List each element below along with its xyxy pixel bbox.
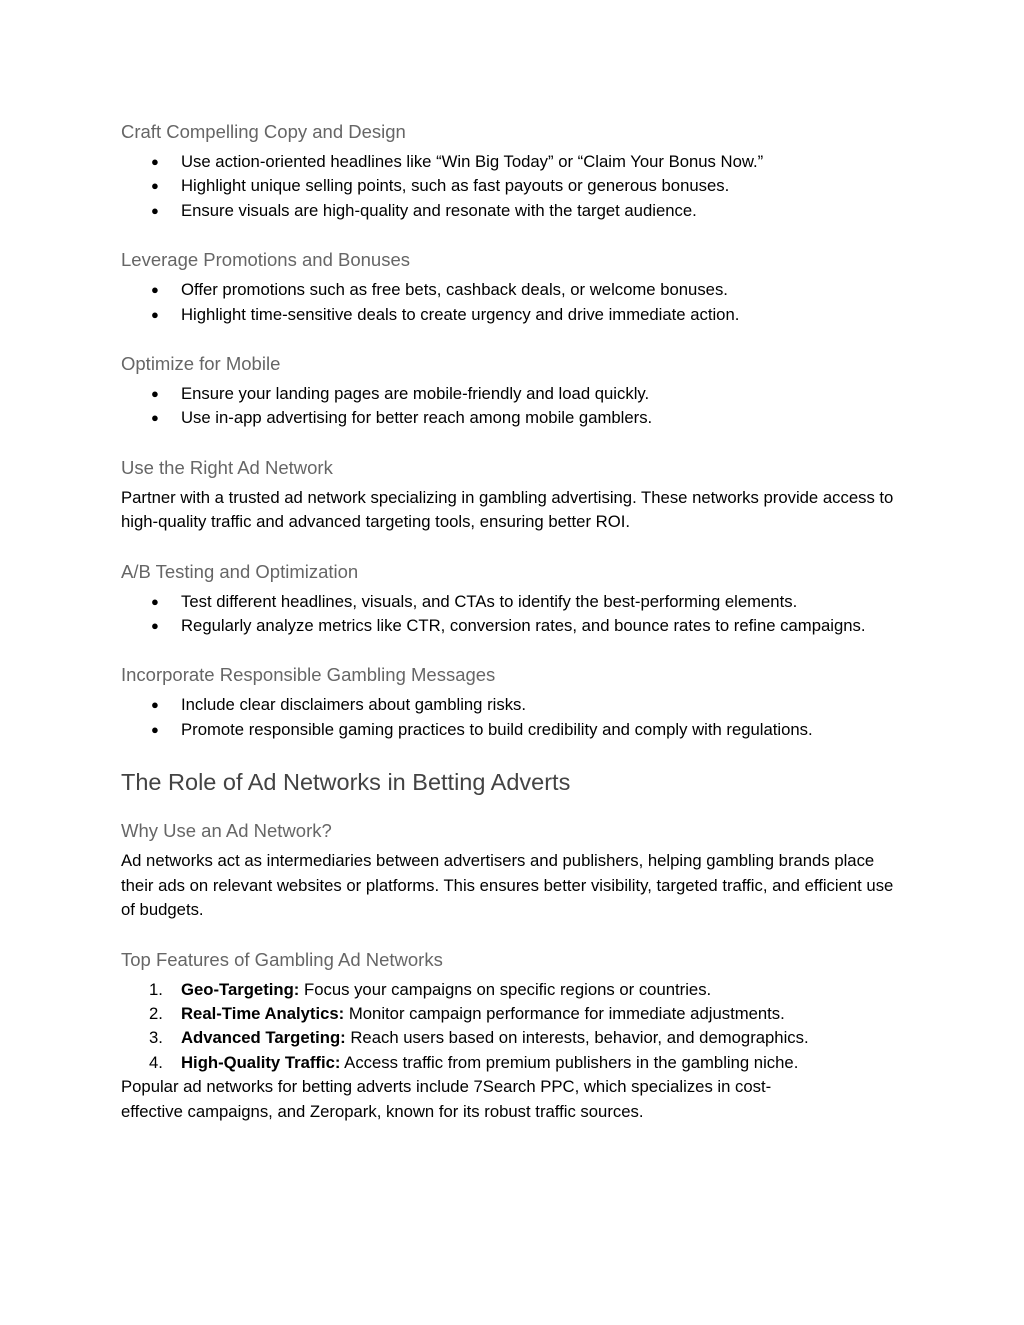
bullet-list <box>121 693 911 742</box>
section-heading-responsible: Incorporate Responsible Gambling Messages <box>121 664 496 686</box>
feature-label: Advanced Targeting: <box>181 1028 346 1048</box>
list-number: 3. <box>149 1028 163 1048</box>
section-heading-ad-network: Use the Right Ad Network <box>121 456 333 478</box>
list-item: ● Test different headlines, visuals, and CTAs to identify the best-performing elements. <box>121 590 911 614</box>
list-item: ● Use in-app advertising for better reach among mobile gamblers. <box>121 406 911 430</box>
bullet-icon: ● <box>151 154 159 169</box>
feature-label: Real-Time Analytics: <box>181 1003 345 1023</box>
list-item: 1. Geo-Targeting: Focus your campaigns on specific regions or countries. <box>121 978 911 1002</box>
list-number: 4. <box>149 1052 163 1072</box>
document-body <box>121 119 911 1124</box>
list-item: 2. Real-Time Analytics: Monitor campaign performance for immediate adjustments. <box>121 1002 911 1026</box>
list-item: ● Include clear disclaimers about gambling risks. <box>121 693 911 717</box>
list-item: 4. High-Quality Traffic: Access traffic from premium publishers in the gambling niche. <box>121 1051 911 1075</box>
bullet-list <box>121 278 911 327</box>
bullet-list <box>121 590 911 639</box>
list-item: ● Use action-oriented headlines like “Win Big Today” or “Claim Your Bonus Now.” <box>121 150 911 174</box>
bullet-icon: ● <box>151 721 159 737</box>
feature-label: Geo-Targeting: <box>181 979 300 999</box>
bullet-icon: ● <box>151 593 159 609</box>
numbered-list <box>121 978 911 1076</box>
bullet-list <box>121 382 911 431</box>
list-item: ● Highlight time-sensitive deals to create urgency and drive immediate action. <box>121 303 911 327</box>
list-item: ● Ensure visuals are high-quality and resonate with the target audience. <box>121 199 911 223</box>
bullet-icon: ● <box>151 618 159 634</box>
feature-label: High-Quality Traffic: <box>181 1052 341 1072</box>
list-item: ● Highlight unique selling points, such as fast payouts or generous bonuses. <box>121 174 911 198</box>
section-heading-copy-design: Craft Compelling Copy and Design <box>121 121 406 142</box>
list-item: ● Regularly analyze metrics like CTR, conversion rates, and bounce rates to refine campaigns. <box>121 614 911 638</box>
section-heading-ab-testing: A/B Testing and Optimization <box>121 560 359 582</box>
bullet-icon: ● <box>151 410 159 426</box>
paragraph: Partner with a trusted ad network specializing in gambling advertising. These networks provide access to high-quality traffic and advanced targeting tools, ensuring better ROI. <box>121 487 894 532</box>
bullet-icon: ● <box>151 282 159 298</box>
bullet-icon: ● <box>151 202 159 218</box>
section-heading-why: Why Use an Ad Network? <box>121 820 332 842</box>
section-heading-features: Top Features of Gambling Ad Networks <box>121 948 443 970</box>
page-section-title: The Role of Ad Networks in Betting Adverts <box>121 769 571 796</box>
section-heading-promotions: Leverage Promotions and Bonuses <box>121 249 410 271</box>
bullet-icon: ● <box>151 178 159 194</box>
list-item: ● Offer promotions such as free bets, cashback deals, or welcome bonuses. <box>121 278 911 302</box>
paragraph: Popular ad networks for betting adverts include 7Search PPC, which specializes in cost-effective campaigns, and Zeropark, known for its robust traffic sources. <box>121 1077 772 1121</box>
list-item: ● Ensure your landing pages are mobile-friendly and load quickly. <box>121 382 911 406</box>
list-number: 1. <box>149 979 163 999</box>
bullet-list <box>121 150 911 223</box>
list-number: 2. <box>149 1003 163 1023</box>
section-heading-mobile: Optimize for Mobile <box>121 353 281 375</box>
bullet-icon: ● <box>151 386 159 402</box>
bullet-icon: ● <box>151 697 159 713</box>
paragraph: Ad networks act as intermediaries between advertisers and publishers, helping gambling brands place their ads on relevant websites or platforms. This ensures better visibility, targeted traffic, and efficient use of budgets. <box>121 851 894 920</box>
list-item: ● Promote responsible gaming practices to build credibility and comply with regulations. <box>121 718 911 742</box>
bullet-icon: ● <box>151 306 159 322</box>
list-item: 3. Advanced Targeting: Reach users based on interests, behavior, and demographics. <box>121 1026 911 1050</box>
